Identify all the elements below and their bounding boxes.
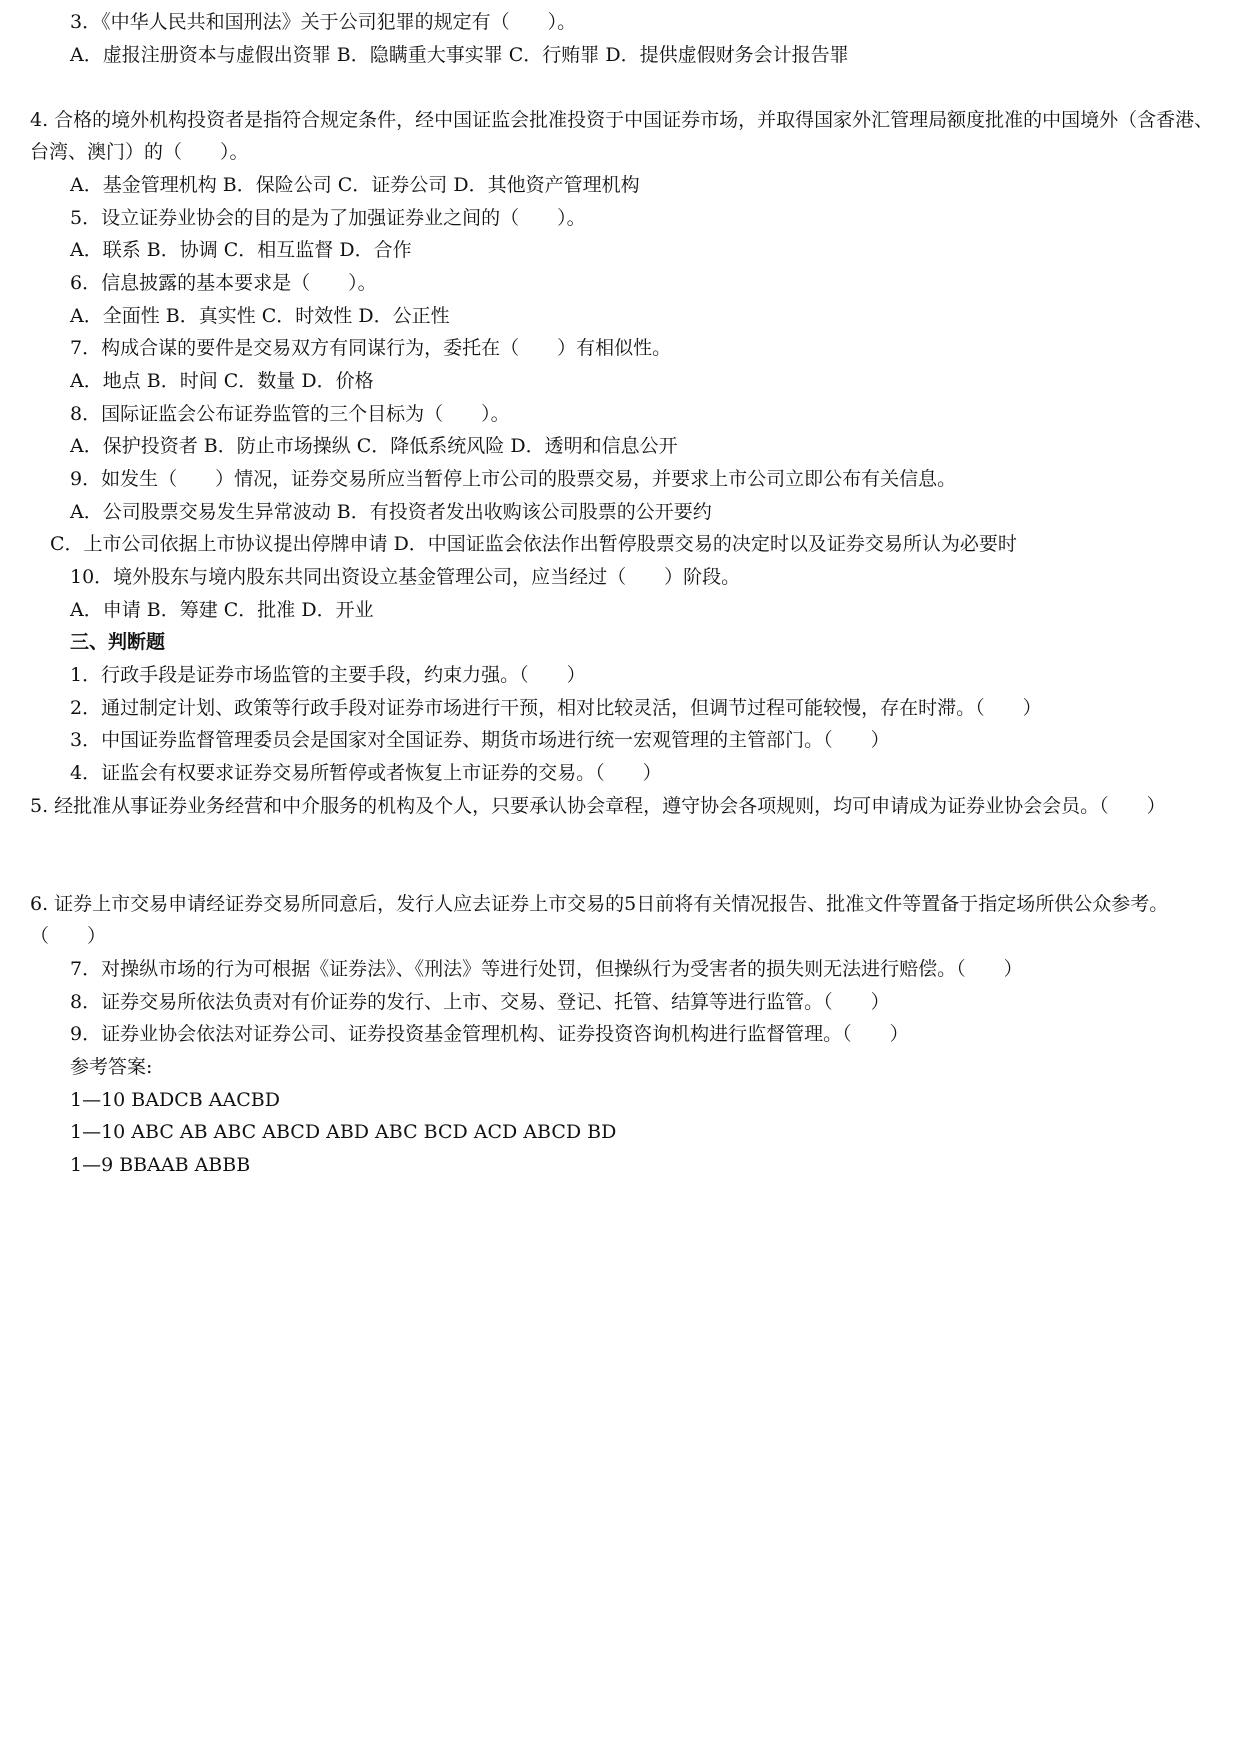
options-4: A．基金管理机构 B．保险公司 C．证券公司 D．其他资产管理机构 <box>70 174 640 196</box>
options-9-line-2: C．上市公司依据上市协议提出停牌申请 D．中国证监会依法作出暂停股票交易的决定时以及证券交易所认为必要时 <box>50 533 1017 555</box>
question-4: 4. 合格的境外机构投资者是指符合规定条件，经中国证监会批准投资于中国证券市场，并取得国家外汇管理局额度批准的中国境外（含香港、台湾、澳门）的（ ）。 <box>30 109 1214 163</box>
options-3: A．虚报注册资本与虚假出资罪 B．隐瞒重大事实罪 C．行贿罪 D．提供虚假财务会计报告罪 <box>70 44 849 66</box>
options-7: A．地点 B．时间 C．数量 D．价格 <box>70 370 374 392</box>
question-3: 3．《中华人民共和国刑法》关于公司犯罪的规定有（ ）。 <box>70 11 577 33</box>
question-6: 6．信息披露的基本要求是（ ）。 <box>70 272 377 294</box>
options-9-line-1: A．公司股票交易发生异常波动 B．有投资者发出收购该公司股票的公开要约 <box>70 501 712 523</box>
judgement-2: 2．通过制定计划、政策等行政手段对证券市场进行干预，相对比较灵活，但调节过程可能较慢，存在时滞。（ ） <box>70 697 1042 719</box>
question-8: 8．国际证监会公布证券监管的三个目标为（ ）。 <box>70 403 510 425</box>
answer-key-multiple-choice: 1—10 ABC AB ABC ABCD ABD ABC BCD ACD ABCD BD <box>70 1121 617 1143</box>
options-10: A．申请 B．筹建 C．批准 D．开业 <box>70 599 374 621</box>
judgement-9: 9．证券业协会依法对证券公司、证券投资基金管理机构、证券投资咨询机构进行监督管理。（ ） <box>70 1023 909 1045</box>
answer-key-heading: 参考答案: <box>70 1056 153 1078</box>
options-6: A．全面性 B．真实性 C．时效性 D．公正性 <box>70 305 450 327</box>
question-9: 9．如发生（ ）情况，证券交易所应当暂停上市公司的股票交易，并要求上市公司立即公布有关信息。 <box>70 468 957 490</box>
judgement-1: 1．行政手段是证券市场监管的主要手段，约束力强。（ ） <box>70 664 586 686</box>
answer-key-single-choice: 1—10 BADCB AACBD <box>70 1089 280 1111</box>
judgement-7: 7．对操纵市场的行为可根据《证券法》、《刑法》等进行处罚，但操纵行为受害者的损失则无法进行赔偿。（ ） <box>70 958 1023 980</box>
judgement-3: 3．中国证券监督管理委员会是国家对全国证券、期货市场进行统一宏观管理的主管部门。（ ） <box>70 729 890 751</box>
judgement-6: 6. 证券上市交易申请经证券交易所同意后，发行人应去证券上市交易的5日前将有关情况报告、批准文件等置备于指定场所供公众参考。（ ） <box>30 893 1169 947</box>
question-5: 5．设立证券业协会的目的是为了加强证券业之间的（ ）。 <box>70 207 586 229</box>
options-8: A．保护投资者 B．防止市场操纵 C．降低系统风险 D．透明和信息公开 <box>70 435 678 457</box>
options-5: A．联系 B．协调 C．相互监督 D．合作 <box>70 239 412 261</box>
judgement-4: 4．证监会有权要求证券交易所暂停或者恢复上市证券的交易。（ ） <box>70 762 662 784</box>
question-7: 7．构成合谋的要件是交易双方有同谋行为，委托在（ ）有相似性。 <box>70 337 672 359</box>
section-heading-true-false: 三、判断题 <box>70 631 166 653</box>
judgement-8: 8．证券交易所依法负责对有价证券的发行、上市、交易、登记、托管、结算等进行监管。（ ） <box>70 991 890 1013</box>
answer-key-true-false: 1—9 BBAAB ABBB <box>70 1154 251 1176</box>
question-10: 10．境外股东与境内股东共同出资设立基金管理公司，应当经过（ ）阶段。 <box>70 566 741 588</box>
judgement-5: 5. 经批准从事证券业务经营和中介服务的机构及个人，只要承认协会章程，遵守协会各项规则，均可申请成为证券业协会会员。（ ） <box>30 795 1166 817</box>
